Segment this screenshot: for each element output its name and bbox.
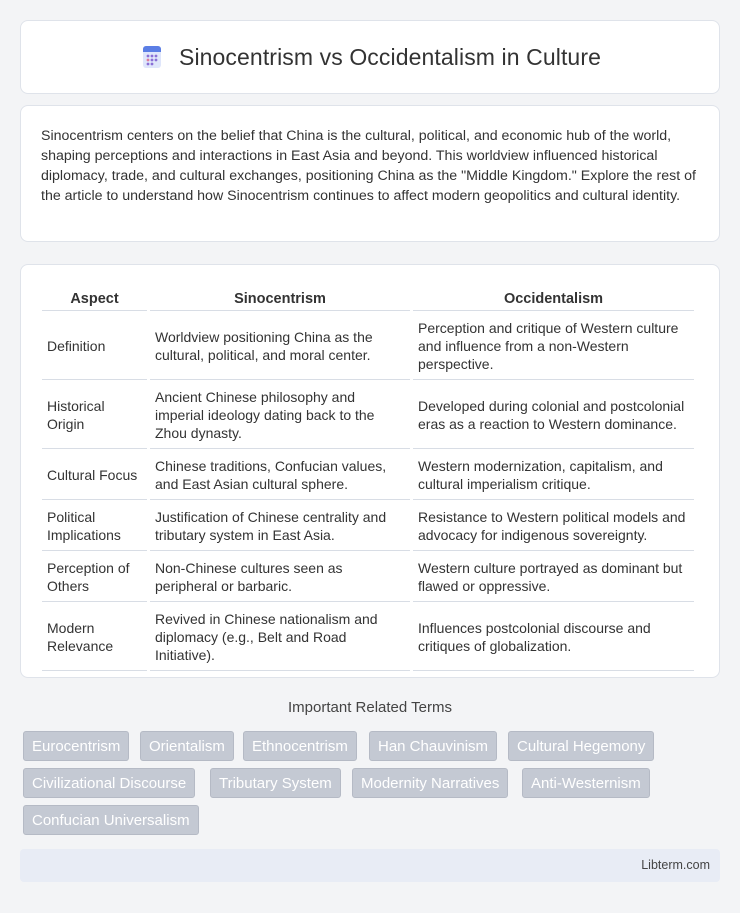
row-occidentalism: Perception and critique of Western culture and influence from a non-Western perspective. xyxy=(413,313,694,380)
table-row xyxy=(42,382,694,449)
row-aspect: Definition xyxy=(42,313,147,380)
table-row xyxy=(42,502,694,551)
tag-anti-westernism[interactable]: Anti-Westernism xyxy=(522,768,650,798)
row-sinocentrism: Worldview positioning China as the cultural, political, and moral center. xyxy=(150,313,410,380)
tag-civilizational-discourse[interactable]: Civilizational Discourse xyxy=(23,768,195,798)
row-sinocentrism: Revived in Chinese nationalism and diplomacy (e.g., Belt and Road Initiative). xyxy=(150,604,410,671)
intro-text: Sinocentrism centers on the belief that China is the cultural, political, and economic hub of the world, shaping perceptions and interactions in East Asia and beyond. This worldview influenced historical diplomacy, trade, and cultural exchanges, positioning China as the "Middle Kingdom." Explore the rest of the article to understand how Sinocentrism continues to affect modern geopolitics and cultural identity. xyxy=(41,128,696,204)
comparison-table xyxy=(39,285,697,673)
row-sinocentrism: Non-Chinese cultures seen as peripheral or barbaric. xyxy=(150,553,410,602)
header-occidentalism: Occidentalism xyxy=(413,287,694,311)
header-sinocentrism: Sinocentrism xyxy=(150,287,410,311)
tag-ethnocentrism[interactable]: Ethnocentrism xyxy=(243,731,357,761)
row-sinocentrism: Justification of Chinese centrality and tributary system in East Asia. xyxy=(150,502,410,551)
row-occidentalism: Western culture portrayed as dominant but flawed or oppressive. xyxy=(413,553,694,602)
header-aspect: Aspect xyxy=(42,287,147,311)
row-sinocentrism: Ancient Chinese philosophy and imperial ideology dating back to the Zhou dynasty. xyxy=(150,382,410,449)
intro-card xyxy=(20,105,720,242)
comparison-table-card xyxy=(20,264,720,678)
tag-tributary-system[interactable]: Tributary System xyxy=(210,768,341,798)
table-header-row xyxy=(42,287,694,311)
table-row xyxy=(42,451,694,500)
row-aspect: Modern Relevance xyxy=(42,604,147,671)
row-occidentalism: Western modernization, capitalism, and cultural imperialism critique. xyxy=(413,451,694,500)
tag-han-chauvinism[interactable]: Han Chauvinism xyxy=(369,731,497,761)
document-icon xyxy=(139,44,165,70)
row-aspect: Cultural Focus xyxy=(42,451,147,500)
table-row xyxy=(42,313,694,380)
tag-modernity-narratives[interactable]: Modernity Narratives xyxy=(352,768,508,798)
row-occidentalism: Influences postcolonial discourse and critiques of globalization. xyxy=(413,604,694,671)
row-aspect: Political Implications xyxy=(42,502,147,551)
row-aspect: Perception of Others xyxy=(42,553,147,602)
page-title: Sinocentrism vs Occidentalism in Culture xyxy=(179,43,601,70)
row-aspect: Historical Origin xyxy=(42,382,147,449)
row-sinocentrism: Chinese traditions, Confucian values, and East Asian cultural sphere. xyxy=(150,451,410,500)
footer-brand[interactable]: Libterm.com xyxy=(641,858,710,872)
header-card xyxy=(20,20,720,94)
tag-confucian-universalism[interactable]: Confucian Universalism xyxy=(23,805,199,835)
tag-cultural-hegemony[interactable]: Cultural Hegemony xyxy=(508,731,654,761)
related-terms-title: Important Related Terms xyxy=(288,699,452,716)
footer xyxy=(20,849,720,882)
tag-orientalism[interactable]: Orientalism xyxy=(140,731,234,761)
tag-eurocentrism[interactable]: Eurocentrism xyxy=(23,731,129,761)
row-occidentalism: Resistance to Western political models and advocacy for indigenous sovereignty. xyxy=(413,502,694,551)
table-row xyxy=(42,553,694,602)
row-occidentalism: Developed during colonial and postcolonial eras as a reaction to Western dominance. xyxy=(413,382,694,449)
table-row xyxy=(42,604,694,671)
